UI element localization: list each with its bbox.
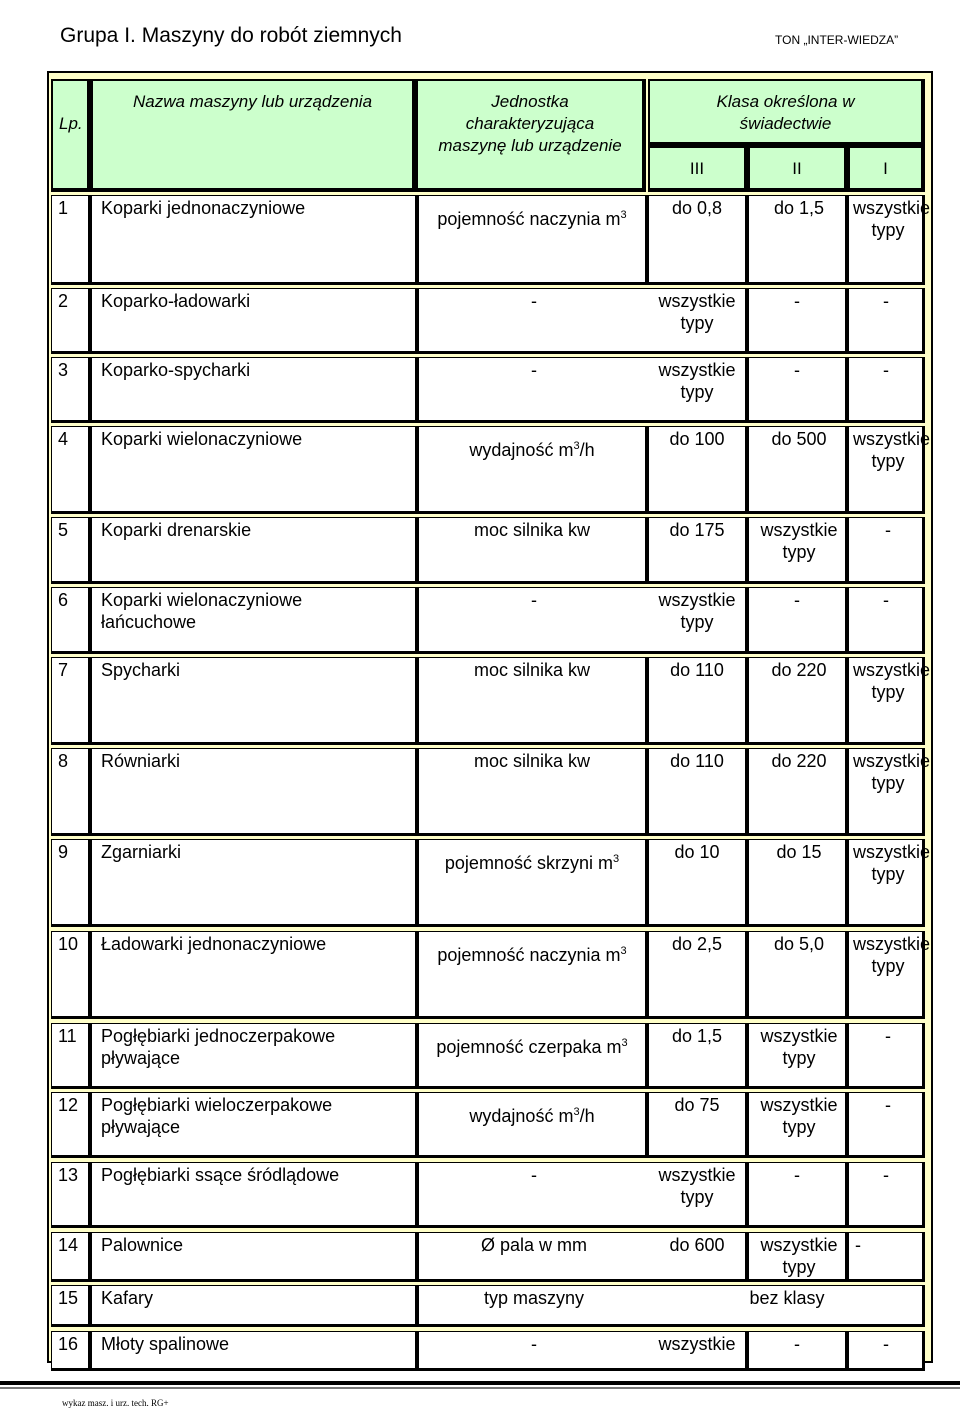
row-lp-cell — [51, 288, 91, 354]
unit-suffix: /h — [579, 440, 595, 460]
class-iii-value: wszystkie typy — [658, 291, 736, 333]
machine-name: Spycharki — [101, 660, 181, 680]
unit-label: - — [531, 590, 537, 610]
row-name-cell — [91, 1285, 418, 1327]
class-iii-value: do 110 — [670, 660, 724, 680]
row-class-i-cell — [848, 426, 931, 514]
row-class-ii-cell — [748, 357, 848, 423]
class-iii-value: do 100 — [669, 429, 725, 449]
unit-label: wydajność m — [469, 440, 574, 460]
class-ii-value: wszystkie typy — [760, 1235, 838, 1277]
machine-name: Ładowarki jednonaczyniowe — [101, 934, 327, 954]
row-unit-cell — [418, 839, 648, 927]
row-lp-cell — [51, 426, 91, 514]
class-iii-value: do 2,5 — [671, 934, 723, 954]
row-class-i-cell — [848, 357, 925, 423]
unit-text — [419, 852, 645, 874]
row-class-iii-cell — [648, 195, 748, 285]
class-i-value: wszystkie typy — [853, 842, 931, 884]
row-class-ii-cell — [748, 1092, 848, 1158]
row-lp-cell — [51, 1285, 91, 1327]
class-i-value: wszystkie typy — [853, 660, 931, 702]
row-class-i-cell — [848, 195, 931, 285]
machine-name: Koparki jednonaczyniowe — [101, 198, 306, 218]
row-name-cell — [91, 748, 418, 836]
row-class-i-cell — [848, 587, 925, 654]
unit-label: moc silnika kw — [473, 520, 591, 540]
col-header-class-ii: II — [748, 146, 848, 192]
machine-name: Młoty spalinowe — [101, 1334, 230, 1354]
row-class-iii-cell — [648, 748, 748, 836]
row-number: 12 — [58, 1095, 79, 1115]
machine-name: Koparko-spycharki — [101, 360, 251, 380]
class-all-value: bez klasy — [749, 1288, 825, 1308]
row-name-cell — [91, 1162, 418, 1228]
bottom-rule-shadow — [0, 1387, 960, 1389]
machine-name: Koparki wielonaczyniowe — [101, 429, 303, 449]
row-class-iii-cell — [648, 1092, 748, 1158]
row-name-cell — [91, 1232, 418, 1282]
row-class-i-cell — [848, 748, 931, 836]
row-lp-cell — [51, 1092, 91, 1158]
row-unit-cell — [418, 1023, 648, 1089]
row-number: 13 — [58, 1165, 79, 1185]
unit-text — [419, 1105, 645, 1127]
row-class-ii-cell — [748, 426, 848, 514]
machine-name: Zgarniarki — [101, 842, 182, 862]
row-number: 8 — [58, 751, 69, 771]
row-number: 7 — [58, 660, 69, 680]
row-lp-cell — [51, 357, 91, 423]
class-ii-value: do 5,0 — [773, 934, 825, 954]
class-iii-value: wszystkie typy — [658, 1165, 736, 1207]
row-lp-cell — [51, 1232, 91, 1282]
row-class-ii-cell — [748, 931, 848, 1019]
class-iii-value: do 110 — [670, 751, 724, 771]
row-class-iii-cell — [648, 657, 748, 745]
class-ii-value: do 1,5 — [773, 198, 825, 218]
class-iii-value: do 1,5 — [671, 1026, 723, 1046]
row-lp-cell — [51, 657, 91, 745]
class-i-value: - — [885, 520, 891, 540]
unit-exponent: 3 — [621, 1037, 628, 1049]
class-ii-value: do 220 — [771, 751, 827, 771]
unit-text — [419, 208, 645, 230]
unit-exponent: 3 — [573, 440, 580, 452]
row-number: 16 — [58, 1334, 79, 1354]
page-title: Grupa I. Maszyny do robót ziemnych — [60, 24, 402, 47]
row-unit-cell — [418, 195, 648, 285]
class-i-value: - — [885, 1095, 891, 1115]
row-lp-cell — [51, 517, 91, 584]
row-class-ii-cell — [748, 839, 848, 927]
class-ii-value: - — [794, 590, 800, 610]
class-ii-value: do 220 — [771, 660, 827, 680]
row-name-cell — [91, 587, 418, 654]
row-class-ii-cell — [748, 517, 848, 584]
row-number: 10 — [58, 934, 79, 954]
row-class-i-cell — [848, 1162, 925, 1228]
row-unit-cell — [418, 587, 748, 654]
row-number: 9 — [58, 842, 69, 862]
unit-exponent: 3 — [620, 945, 627, 957]
publisher-label: TON „INTER-WIEDZA” — [775, 33, 899, 47]
unit-label: pojemność naczynia m — [437, 209, 621, 229]
col-header-lp: Lp. — [51, 79, 91, 192]
row-unit-cell — [418, 357, 748, 423]
row-class-i-cell — [848, 1232, 925, 1282]
row-class-ii-cell — [748, 657, 848, 745]
row-unit-cell — [418, 426, 648, 514]
row-name-cell — [91, 195, 418, 285]
row-lp-cell — [51, 587, 91, 654]
class-ii-value: wszystkie typy — [760, 1095, 838, 1137]
row-lp-cell — [51, 1023, 91, 1089]
row-lp-cell — [51, 839, 91, 927]
class-i-value: - — [883, 590, 889, 610]
unit-text — [419, 944, 645, 966]
class-iii-value: do 10 — [674, 842, 720, 862]
row-unit-cell — [418, 1092, 648, 1158]
row-class-ii-cell — [748, 587, 848, 654]
unit-label: moc silnika kw — [473, 751, 591, 771]
unit-label: - — [531, 360, 537, 380]
row-number: 6 — [58, 590, 69, 610]
unit-label: moc silnika kw — [473, 660, 591, 680]
unit-label: - — [531, 1334, 537, 1354]
row-number: 4 — [58, 429, 69, 449]
class-i-value: wszystkie typy — [853, 429, 931, 471]
class-ii-value: - — [794, 1165, 800, 1185]
machine-name: Koparki wielonaczyniowe łańcuchowe — [101, 590, 303, 632]
row-name-cell — [91, 426, 418, 514]
class-iii-value: wszystkie — [658, 1334, 736, 1354]
col-header-name: Nazwa maszyny lub urządzenia — [91, 79, 416, 192]
unit-text — [419, 519, 645, 541]
row-unit-cell — [418, 1232, 748, 1282]
class-ii-value: - — [794, 360, 800, 380]
class-ii-value: do 500 — [771, 429, 827, 449]
machine-name: Koparko-ładowarki — [101, 291, 251, 311]
class-ii-value: wszystkie typy — [760, 520, 838, 562]
row-class-ii-cell — [748, 195, 848, 285]
unit-exponent: 3 — [573, 1106, 580, 1118]
machine-name: Pogłębiarki jednoczerpakowe pływające — [101, 1026, 336, 1068]
row-unit-cell — [418, 1162, 748, 1228]
row-unit-cell — [418, 931, 648, 1019]
unit-text — [419, 659, 645, 681]
class-ii-value: wszystkie typy — [760, 1026, 838, 1068]
unit-label: wydajność m — [469, 1106, 574, 1126]
row-class-ii-cell — [748, 1023, 848, 1089]
class-ii-value: do 15 — [776, 842, 822, 862]
class-i-value: wszystkie typy — [853, 934, 931, 976]
class-iii-value: do 175 — [669, 520, 725, 540]
row-class-i-cell — [848, 1092, 925, 1158]
machine-name: Palownice — [101, 1235, 184, 1255]
unit-label: pojemność czerpaka m — [436, 1037, 622, 1057]
class-i-value: - — [885, 1026, 891, 1046]
class-i-value: wszystkie typy — [853, 751, 931, 793]
row-name-cell — [91, 1331, 418, 1371]
row-unit-cell — [418, 748, 648, 836]
row-name-cell — [91, 288, 418, 354]
unit-label: - — [531, 1165, 537, 1185]
row-number: 1 — [58, 198, 69, 218]
unit-label: Ø pala w mm — [480, 1235, 588, 1255]
class-iii-value: do 75 — [674, 1095, 720, 1115]
col-header-class-i: I — [848, 146, 925, 192]
unit-text — [419, 750, 645, 772]
unit-text — [419, 439, 645, 461]
footer-note: wykaz masz. i urz. tech. RG+ — [62, 1398, 169, 1408]
row-unit-cell — [418, 517, 648, 584]
col-header-unit: Jednostka charakteryzująca maszynę lub urządzenie — [416, 79, 646, 192]
row-class-iii-cell — [648, 426, 748, 514]
row-name-cell — [91, 1023, 418, 1089]
row-name-cell — [91, 931, 418, 1019]
row-lp-cell — [51, 931, 91, 1019]
class-ii-value: - — [794, 1334, 800, 1354]
row-name-cell — [91, 1092, 418, 1158]
col-header-class: Klasa określona w świadectwie — [648, 79, 925, 146]
machine-name: Kafary — [101, 1288, 154, 1308]
row-lp-cell — [51, 748, 91, 836]
unit-label: - — [531, 291, 537, 311]
row-unit-cell — [418, 1285, 925, 1327]
class-iii-value: do 0,8 — [671, 198, 723, 218]
class-i-value: - — [883, 1165, 889, 1185]
class-iii-value: wszystkie typy — [658, 590, 736, 632]
row-class-i-cell — [848, 517, 925, 584]
class-i-value: - — [855, 1235, 861, 1255]
row-class-ii-cell — [748, 1331, 848, 1371]
unit-label: typ maszyny — [483, 1288, 585, 1308]
row-class-i-cell — [848, 288, 925, 354]
class-i-value: - — [883, 1334, 889, 1354]
bottom-rule — [0, 1381, 960, 1385]
row-class-ii-cell — [748, 288, 848, 354]
row-class-i-cell — [848, 657, 931, 745]
machine-name: Pogłębiarki wieloczerpakowe pływające — [101, 1095, 333, 1137]
class-i-value: - — [883, 291, 889, 311]
row-lp-cell — [51, 195, 91, 285]
row-number: 2 — [58, 291, 69, 311]
unit-exponent: 3 — [620, 209, 627, 221]
row-number: 3 — [58, 360, 69, 380]
row-lp-cell — [51, 1331, 91, 1371]
machine-name: Koparki drenarskie — [101, 520, 252, 540]
unit-label: pojemność naczynia m — [437, 945, 621, 965]
row-name-cell — [91, 357, 418, 423]
row-name-cell — [91, 657, 418, 745]
row-class-ii-cell — [748, 1162, 848, 1228]
class-i-value: wszystkie typy — [853, 198, 931, 240]
row-lp-cell — [51, 1162, 91, 1228]
unit-exponent: 3 — [612, 853, 620, 865]
row-class-i-cell — [848, 1331, 925, 1371]
row-class-iii-cell — [648, 839, 748, 927]
unit-suffix: /h — [579, 1106, 595, 1126]
row-number: 11 — [58, 1026, 77, 1046]
unit-label: pojemność skrzyni m — [444, 853, 613, 873]
unit-text — [419, 1036, 645, 1058]
row-number: 14 — [58, 1235, 79, 1255]
class-ii-value: - — [794, 291, 800, 311]
row-name-cell — [91, 517, 418, 584]
class-i-value: - — [883, 360, 889, 380]
row-unit-cell — [418, 288, 748, 354]
row-unit-cell — [418, 1331, 748, 1371]
row-class-iii-cell — [648, 517, 748, 584]
row-class-i-cell — [848, 1023, 925, 1089]
row-unit-cell — [418, 657, 648, 745]
row-number: 15 — [58, 1288, 79, 1308]
row-class-iii-cell — [648, 931, 748, 1019]
row-number: 5 — [58, 520, 69, 540]
col-header-class-iii: III — [648, 146, 748, 192]
row-class-i-cell — [848, 931, 931, 1019]
row-name-cell — [91, 839, 418, 927]
row-class-ii-cell — [748, 1232, 848, 1282]
class-iii-value: wszystkie typy — [658, 360, 736, 402]
machine-name: Pogłębiarki ssące śródlądowe — [101, 1165, 340, 1185]
row-class-ii-cell — [748, 748, 848, 836]
row-class-iii-cell — [648, 1023, 748, 1089]
machine-name: Równiarki — [101, 751, 181, 771]
row-class-i-cell — [848, 839, 931, 927]
class-iii-value: do 600 — [669, 1235, 725, 1255]
